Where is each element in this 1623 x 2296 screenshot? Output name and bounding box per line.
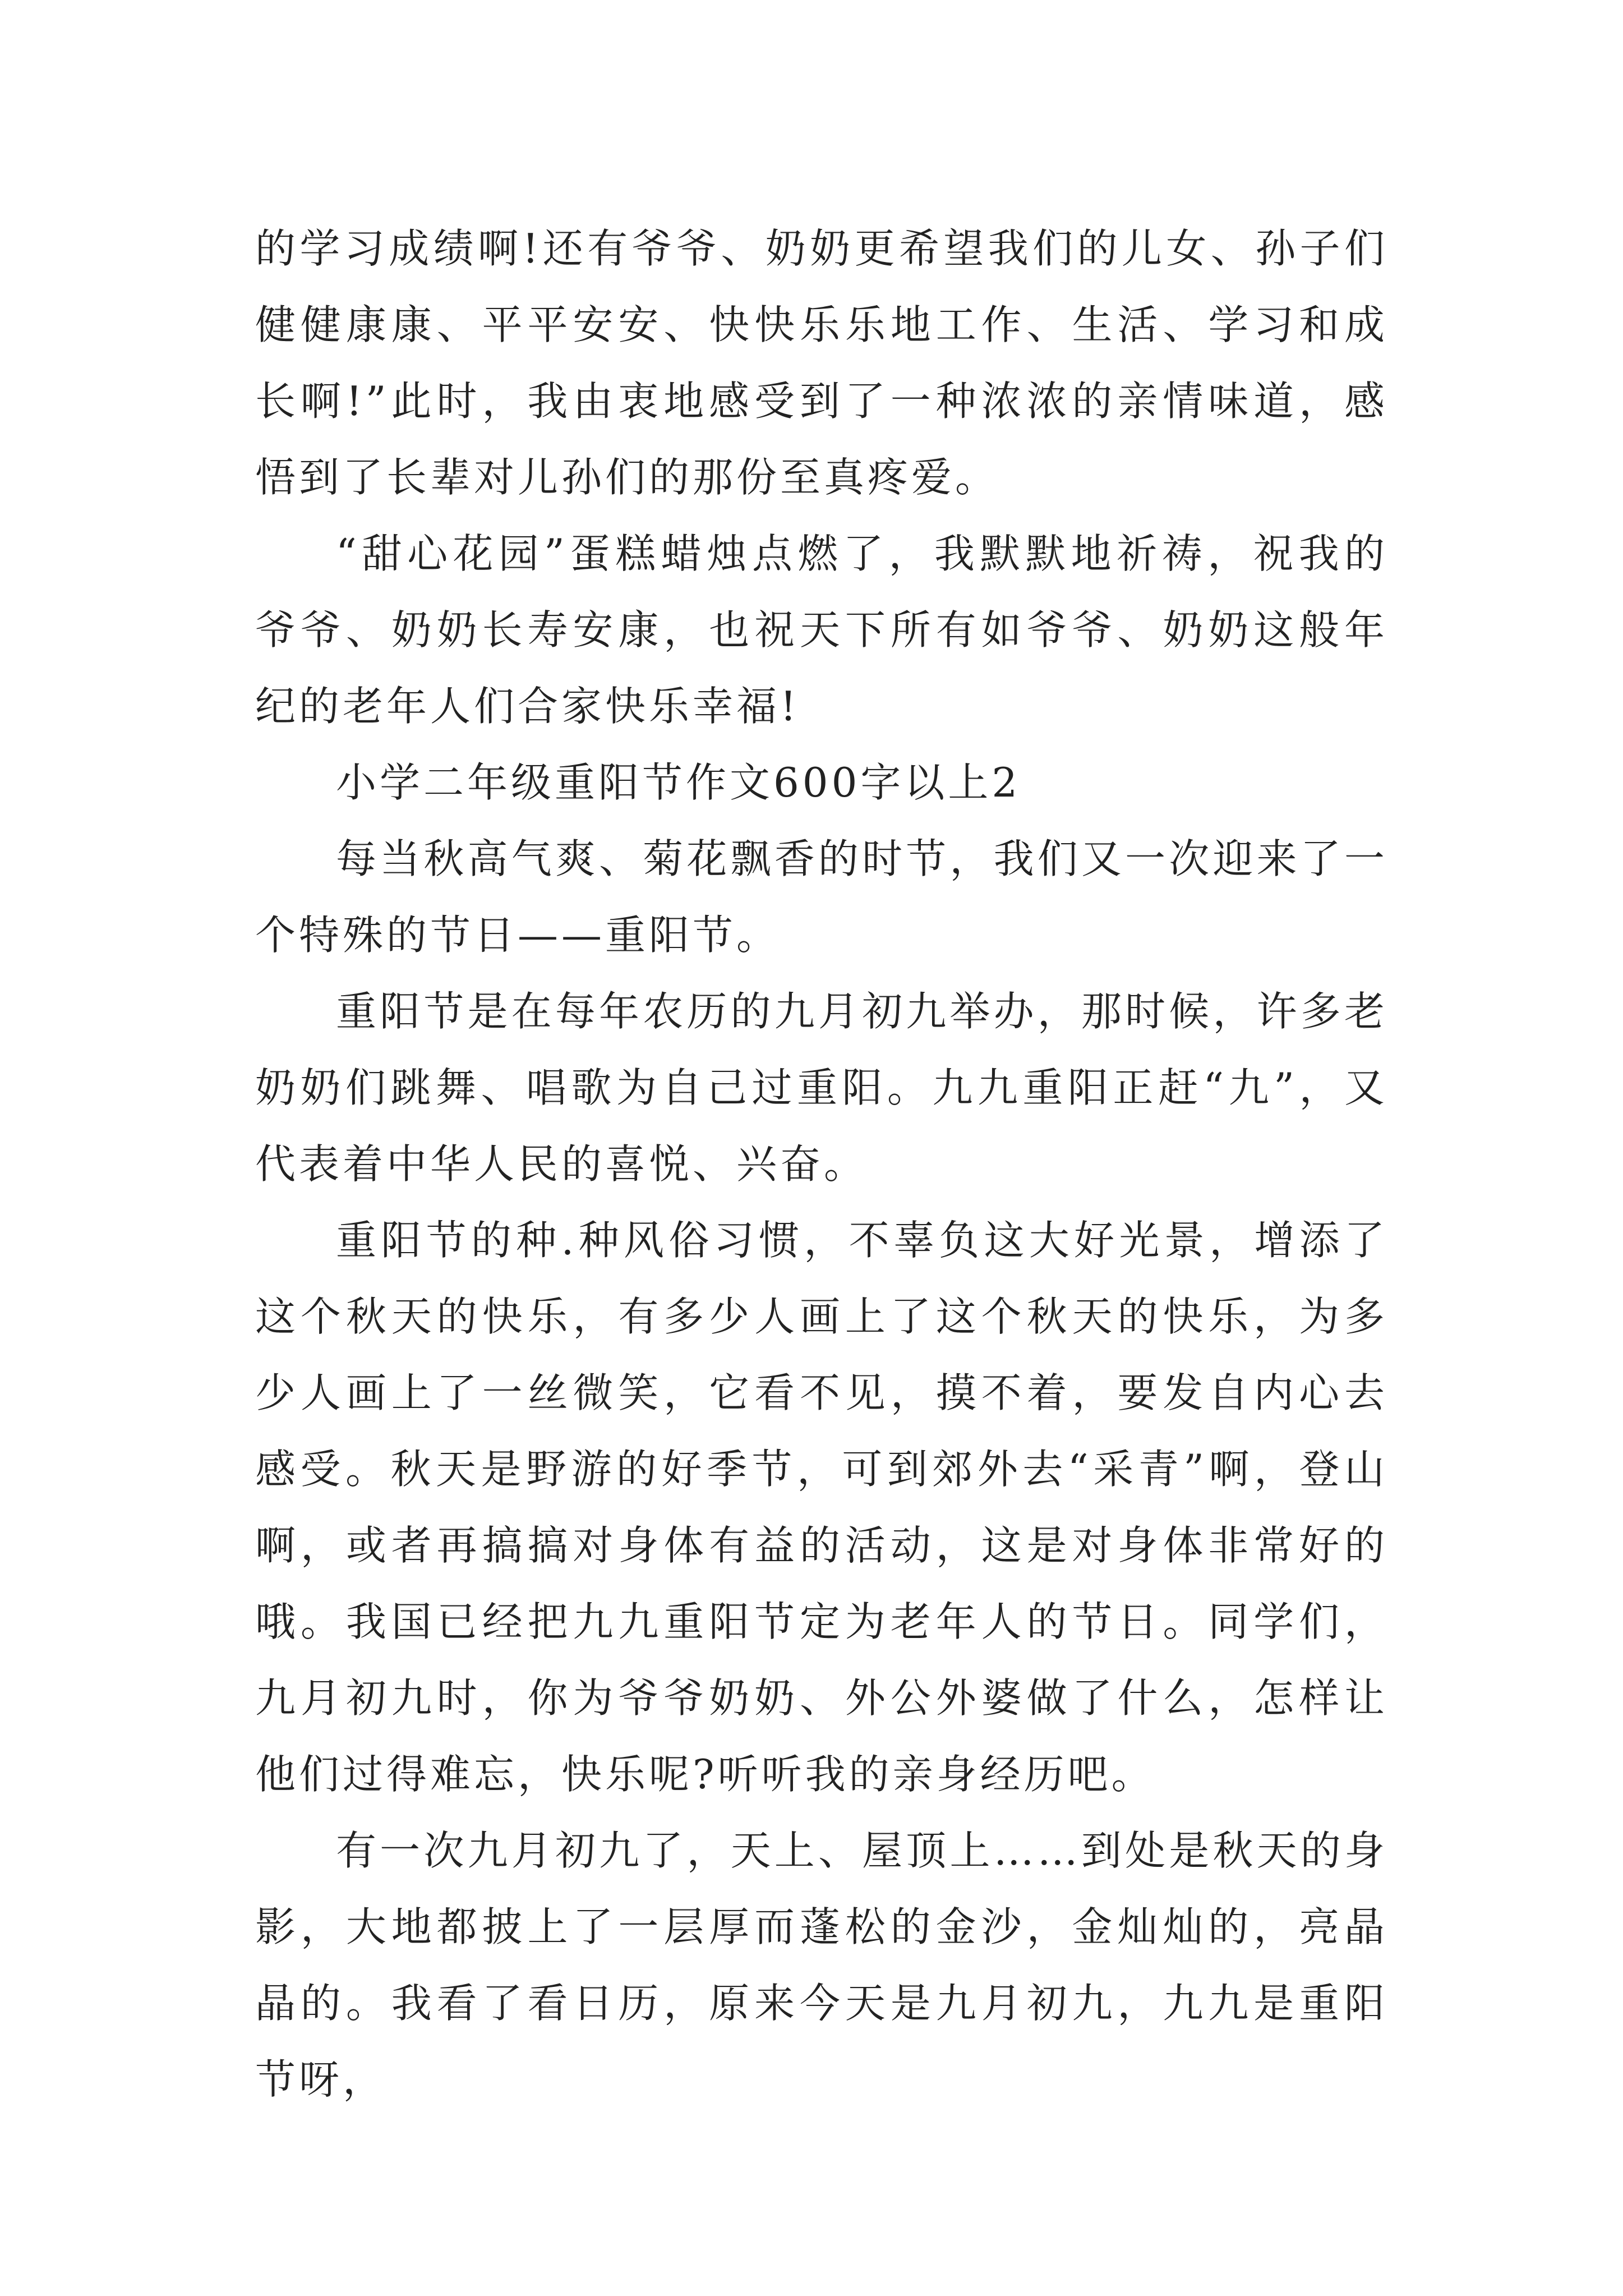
paragraph-birthday-cake: “甜心花园”蛋糕蜡烛点燃了，我默默地祈祷，祝我的爷爷、奶奶长寿安康，也祝天下所有如爷爷、奶奶这般年纪的老年人们合家快乐幸福! <box>255 530 1388 730</box>
paragraph-customs: 重阳节的种.种风俗习惯，不辜负这大好光景，增添了这个秋天的快乐，有多少人画上了这个秋天的快乐，为多少人画上了一丝微笑，它看不见，摸不着，要发自内心去感受。秋天是野游的好季节，可到郊外去“采青”啊，登山啊，或者再搞搞对身体有益的活动，这是对身体非常好的哦。我国已经把九九重阳节定为老年人的节日。同学们，九月初九时，你为爷爷奶奶、外公外婆做了什么，怎样让他们过得难忘，快乐呢?听听我的亲身经历吧。 <box>255 1217 1388 1798</box>
paragraph-experience: 有一次九月初九了，天上、屋顶上……到处是秋天的身影，大地都披上了一层厚而蓬松的金沙，金灿灿的，亮晶晶的。我看了看日历，原来今天是九月初九，九九是重阳节呀， <box>255 1827 1388 2103</box>
essay-body <box>255 210 1388 2118</box>
paragraph-festival-date: 重阳节是在每年农历的九月初九举办，那时候，许多老奶奶们跳舞、唱歌为自己过重阳。九九重阳正赶“九”，又代表着中华人民的喜悦、兴奋。 <box>255 988 1388 1188</box>
paragraph-continuation: 的学习成绩啊!还有爷爷、奶奶更希望我们的儿女、孙子们健健康康、平平安安、快快乐乐地工作、生活、学习和成长啊!”此时，我由衷地感受到了一种浓浓的亲情味道，感悟到了长辈对儿孙们的那份至真疼爱。 <box>255 225 1388 501</box>
essay-title: 小学二年级重阳节作文600字以上2 <box>336 759 1021 806</box>
paragraph-intro: 每当秋高气爽、菊花飘香的时节，我们又一次迎来了一个特殊的节日——重阳节。 <box>255 835 1388 959</box>
